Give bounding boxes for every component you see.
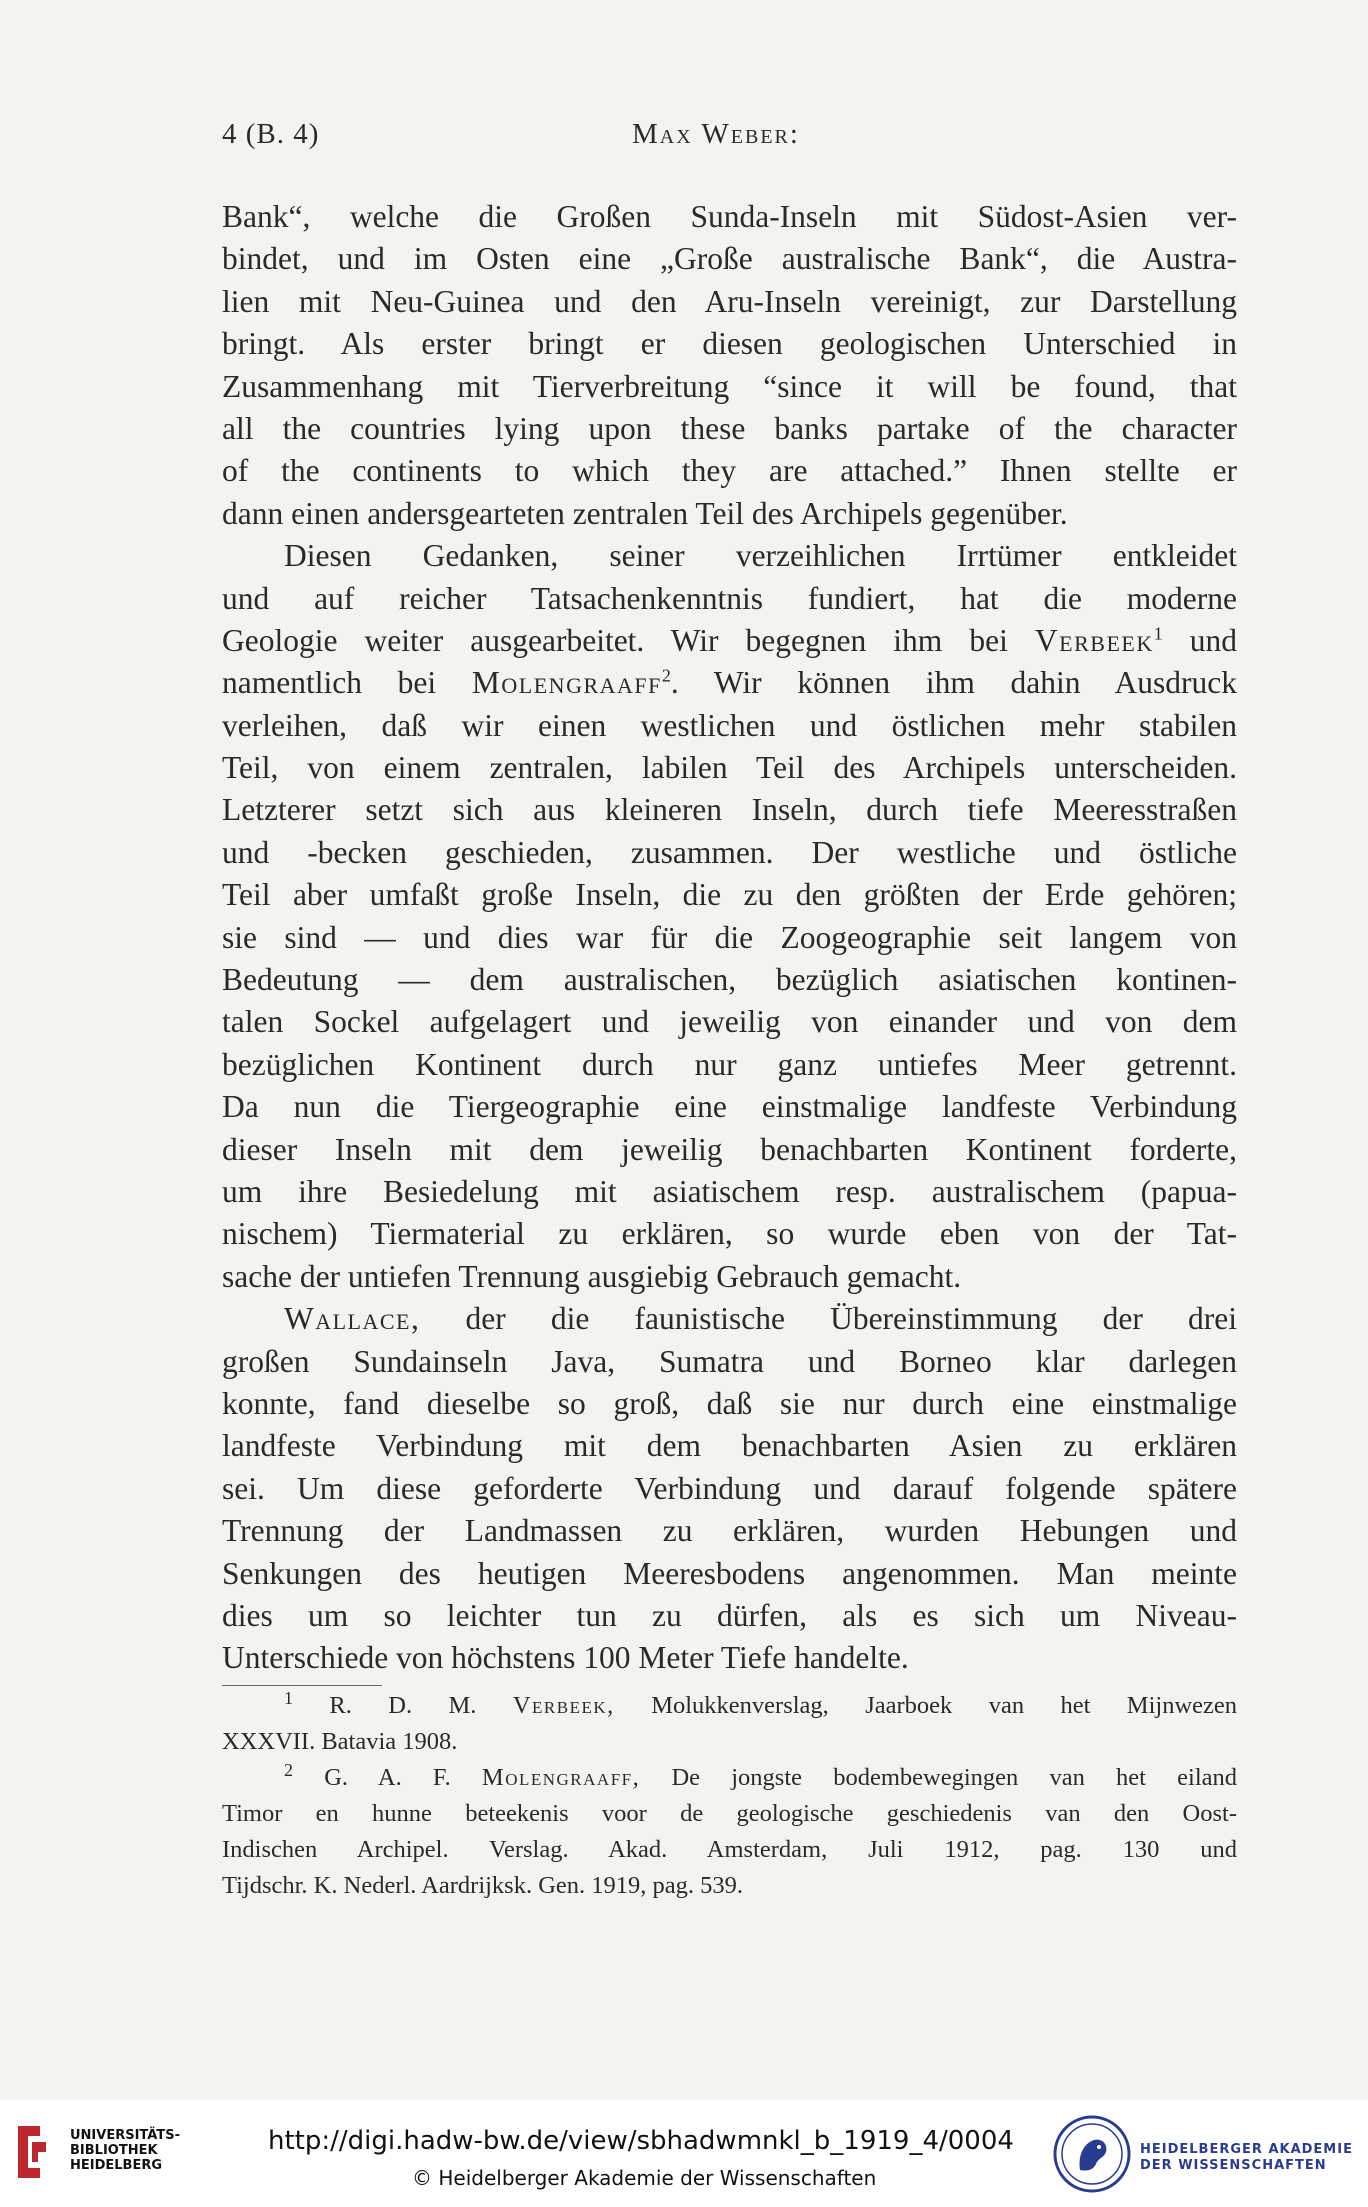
text-line: dies um so leichter tun zu dürfen, als es sich um Niveau- [222,1597,1237,1633]
text-segment: G. A. F. [324,1764,451,1791]
text-line: Teil, von einem zentralen, labilen Teil des Archipels unterscheiden. [222,750,1237,786]
text-segment: Molukkenverslag, Jaarboek van het Mijnwezen [651,1692,1238,1719]
author-name-wallace: Wallace, [284,1301,421,1337]
text-line: Bank“, welche die Großen Sunda-Inseln mit Südost-Asien ver- [222,199,1237,234]
academy-name-line: HEIDELBERGER AKADEMIE [1140,2142,1353,2157]
text-line: Bedeutung — dem australischen, bezüglich asiatischen kontinen- [222,962,1237,998]
ub-name-line: HEIDELBERG [70,2158,163,2173]
text-line: nischem) Tiermaterial zu erklären, so wurde eben von der Tat- [222,1216,1237,1252]
text-line: und auf reicher Tatsachenkenntnis fundiert, hat die moderne [222,580,1237,616]
ub-name-line: BIBLIOTHEK [70,2143,158,2158]
text-segment: De jongste bodembewegingen van het eiland [671,1764,1238,1791]
footnote-2 [222,1760,1237,1796]
text-line: dann einen andersgearteten zentralen Teil des Archipels gegenüber. [222,495,1068,531]
text-segment: der die faunistische Übereinstimmung der drei [465,1301,1238,1337]
text-line: talen Sockel aufgelagert und jeweilig von einander und von dem [222,1004,1237,1040]
body-text [222,196,1237,1680]
text-line: sie sind — und dies war für die Zoogeographie seit langem von [222,919,1237,955]
footnote-author: Verbeek, [512,1692,615,1719]
text-line: bindet, und im Osten eine „Große australische Bank“, die Austra- [222,241,1237,277]
text-line: dieser Inseln mit dem jeweilig benachbarten Kontinent forderte, [222,1131,1237,1167]
footnote-1 [222,1688,1237,1724]
academy-seal-icon [1052,2114,1132,2194]
footnotes [222,1688,1237,1904]
text-line: bringt. Als erster bringt er diesen geologischen Unterschied in [222,326,1237,362]
text-line: sei. Um diese geforderte Verbindung und darauf folgende spätere [222,1470,1237,1506]
footnote-divider [222,1685,382,1686]
ub-name-line: UNIVERSITÄTS- [70,2128,180,2143]
text-line [222,620,1237,662]
copyright-notice: © Heidelberger Akademie der Wissenschaften [412,2166,877,2190]
viewer-footer [0,2100,1368,2207]
text-line: verleihen, daß wir einen westlichen und östlichen mehr stabilen [222,707,1237,743]
text-segment: . Wir können ihm dahin Ausdruck [670,665,1237,701]
text-line: Zusammenhang mit Tierverbreitung “since it will be found, that [222,368,1237,404]
author-name-molengraaff: Molengraaff [471,665,662,701]
footnote-author: Molengraaff, [481,1764,641,1791]
running-author: Max Weber: [632,118,800,150]
running-header [222,118,1237,158]
text-line [222,662,1237,704]
academy-name-line: DER WISSENSCHAFTEN [1140,2158,1327,2173]
text-line: Senkungen des heutigen Meeresbodens angenommen. Man meinte [222,1555,1237,1591]
text-line: landfeste Verbindung mit dem benachbarten Asien zu erklären [222,1428,1237,1464]
academy-name [1140,2142,1353,2174]
text-line: Da nun die Tiergeographie eine einstmalige landfeste Verbindung [222,1089,1237,1125]
text-segment: und [1162,622,1238,658]
text-line: um ihre Besiedelung mit asiatischem resp. australischem (papua- [222,1173,1237,1209]
page-number: 4 (B. 4) [222,118,320,150]
text-line: lien mit Neu-Guinea und den Aru-Inseln vereinigt, zur Darstellung [222,283,1237,319]
author-name-verbeek: Verbeek [1034,622,1154,658]
text-line: Unterschiede von höchstens 100 Meter Tiefe handelte. [222,1640,909,1676]
footnote-ref-1[interactable]: 1 [1153,623,1163,644]
text-segment: namentlich bei [222,665,437,701]
footnote-line: Tijdschr. K. Nederl. Aardrijksk. Gen. 1919, pag. 539. [222,1872,744,1899]
footnote-ref-2[interactable]: 2 [661,665,671,686]
text-line: all the countries lying upon these banks partake of the character [222,410,1237,446]
text-line: konnte, fand dieselbe so groß, daß sie nur durch eine einstmalige [222,1385,1237,1421]
footnote-marker: 2 [284,1759,293,1780]
text-line: Trennung der Landmassen zu erklären, wurden Hebungen und [222,1513,1237,1549]
text-line: und -becken geschieden, zusammen. Der westliche und östliche [222,834,1237,870]
footnote-line: XXXVII. Batavia 1908. [222,1728,458,1755]
text-line [222,1298,1237,1340]
footnote-marker: 1 [284,1687,293,1708]
footnote-line: Timor en hunne beteekenis voor de geologische geschiedenis van den Oost- [222,1800,1237,1827]
text-line: sache der untiefen Trennung ausgiebig Gebrauch gemacht. [222,1258,962,1294]
text-line: Teil aber umfaßt große Inseln, die zu den größten der Erde gehören; [222,877,1237,913]
text-segment: Geologie weiter ausgearbeitet. Wir begegnen ihm bei [222,622,1008,658]
text-line: bezüglichen Kontinent durch nur ganz untiefes Meer getrennt. [222,1046,1237,1082]
text-segment: R. D. M. [329,1692,477,1719]
permalink[interactable]: http://digi.hadw-bw.de/view/sbhadwmnkl_b_1919_4/0004 [268,2126,1014,2156]
university-library-logo-icon [14,2122,50,2182]
text-line: Diesen Gedanken, seiner verzeihlichen Irrtümer entkleidet [284,538,1237,574]
university-library-name [70,2128,180,2173]
text-line: großen Sundainseln Java, Sumatra und Borneo klar darlegen [222,1343,1237,1379]
footnote-line: Indischen Archipel. Verslag. Akad. Amsterdam, Juli 1912, pag. 130 und [222,1836,1237,1863]
text-line: Letzterer setzt sich aus kleineren Inseln, durch tiefe Meeresstraßen [222,792,1237,828]
text-line: of the continents to which they are attached.” Ihnen stellte er [222,453,1237,489]
